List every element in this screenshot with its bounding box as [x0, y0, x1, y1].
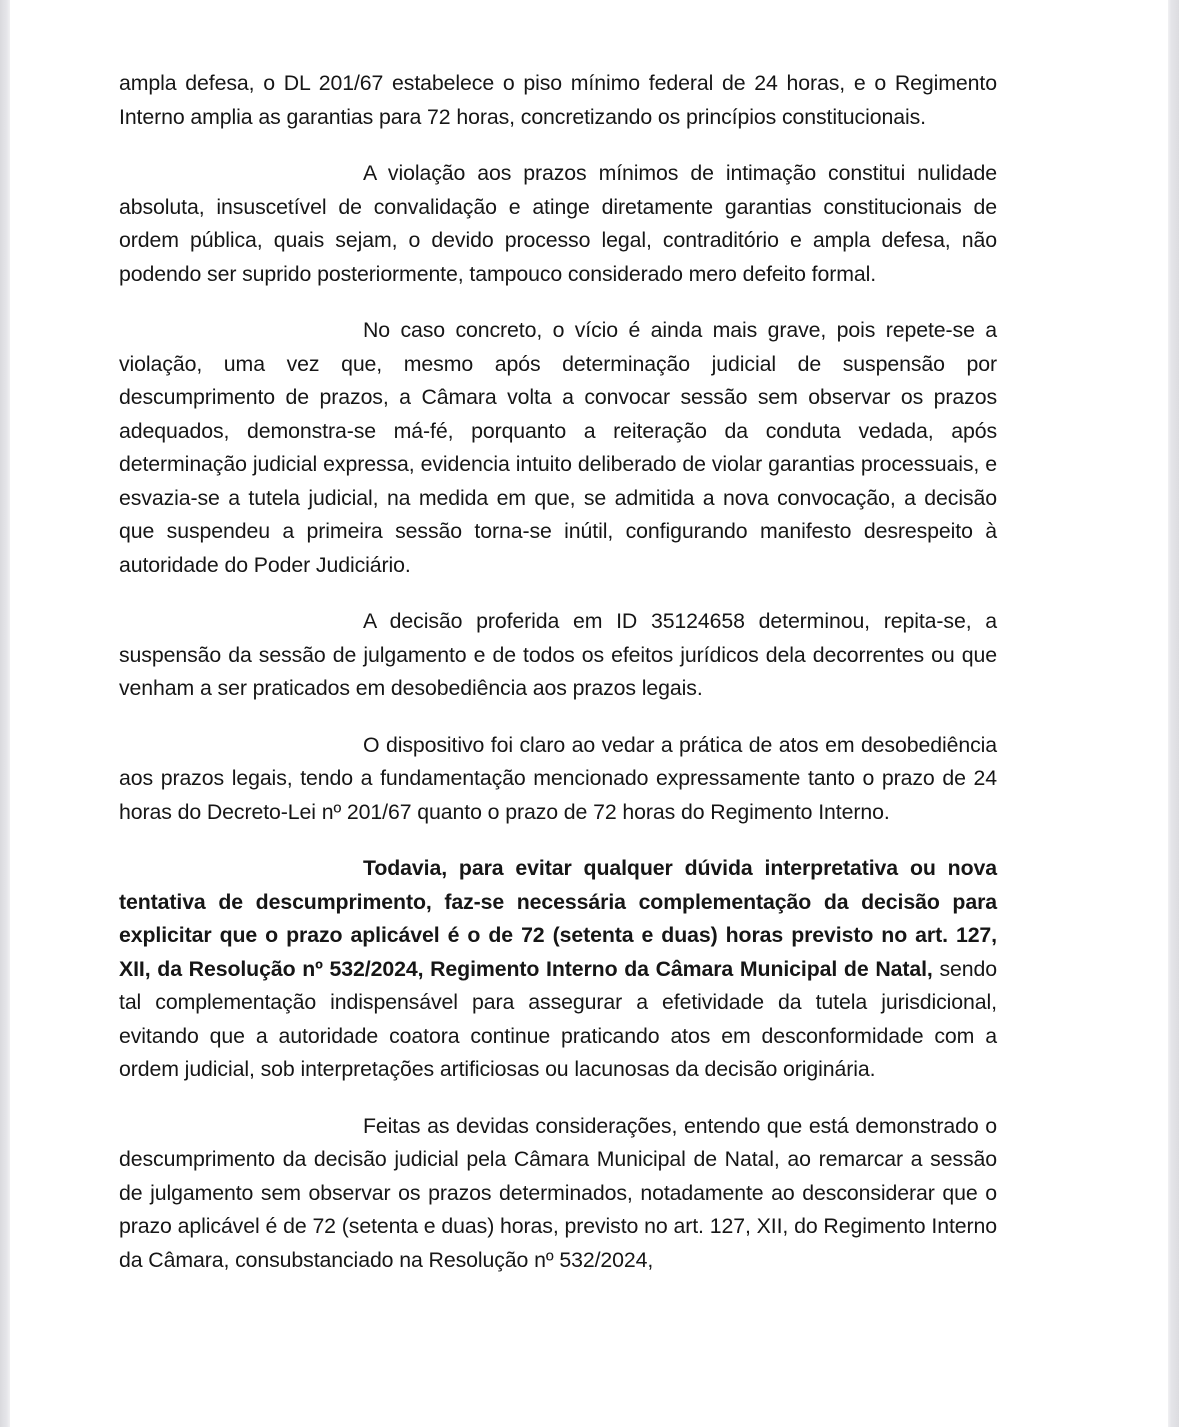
paragraph-gap	[119, 582, 997, 605]
paragraph-nulidade: A violação aos prazos mínimos de intimação constitui nulidade absoluta, insuscetível de convalidação e atinge diretamente garantias constitucionais de ordem pública, quais sejam, o devido processo legal, contraditório e ampla defesa, não podendo ser suprido posteriormente, tampouco considerado mero defeito formal.	[119, 161, 997, 286]
paragraph-feitas-consideracoes: Feitas as devidas considerações, entendo que está demonstrado o descumprimento da decisão judicial pela Câmara Municipal de Natal, ao remarcar a sessão de julgamento sem observar os prazos determinados, notadamente ao desconsiderar que o prazo aplicável é de 72 (setenta e duas) horas, previsto no art. 127, XII, do Regimento Interno da Câmara, consubstanciado na Resolução nº 532/2024,	[119, 1113, 997, 1272]
paragraph-continuation: ampla defesa, o DL 201/67 estabelece o piso mínimo federal de 24 horas, e o Regimento Interno amplia as garantias para 72 horas, concretizando os princípios constitucionais.	[119, 71, 997, 129]
paragraph-todavia	[119, 852, 997, 1087]
paragraph-gap	[119, 829, 997, 852]
paragraph-todavia-bold: Todavia, para evitar qualquer dúvida interpretativa ou nova tentativa de descumprimento, faz-se necessária complementação da decisão para explicitar que o prazo aplicável é o de 72 (setenta e duas) horas previsto no art. 127, XII, da Resolução nº 532/2024, Regimento Interno da Câmara Municipal de Natal,	[119, 856, 997, 981]
document-page	[10, 0, 1168, 1427]
paragraph-dispositivo: O dispositivo foi claro ao vedar a prática de atos em desobediência aos prazos legais, tendo a fundamentação mencionado expressamente tanto o prazo de 24 horas do Decreto-Lei nº 201/67 quanto o prazo de 72 horas do Regimento Interno.	[119, 732, 997, 824]
paragraph-gap	[119, 291, 997, 314]
document-body	[119, 67, 997, 1277]
paragraph-gap	[119, 134, 997, 157]
paragraph-todavia-regular: sendo tal complementação indispensável para assegurar a efetividade da tutela jurisdicional, evitando que a autoridade coatora continue praticando atos em desconformidade com a ordem judicial, sob interpretações artificiosas ou lacunosas da decisão originária.	[119, 956, 997, 1081]
paragraph-gap	[119, 1087, 997, 1110]
paragraph-caso-concreto: No caso concreto, o vício é ainda mais grave, pois repete-se a violação, uma vez que, mesmo após determinação judicial de suspensão por descumprimento de prazos, a Câmara volta a convocar sessão sem observar os prazos adequados, demonstra-se má-fé, porquanto a reiteração da conduta vedada, após determinação judicial expressa, evidencia intuito deliberado de violar garantias processuais, e esvazia-se a tutela judicial, na medida em que, se admitida a nova convocação, a decisão que suspendeu a primeira sessão torna-se inútil, configurando manifesto desrespeito à autoridade do Poder Judiciário.	[119, 318, 997, 577]
page-edge-right	[1168, 0, 1179, 1427]
page-edge-left	[0, 0, 10, 1427]
paragraph-gap	[119, 706, 997, 729]
paragraph-decisao-id: A decisão proferida em ID 35124658 determinou, repita-se, a suspensão da sessão de julgamento e de todos os efeitos jurídicos dela decorrentes ou que venham a ser praticados em desobediência aos prazos legais.	[119, 609, 997, 700]
